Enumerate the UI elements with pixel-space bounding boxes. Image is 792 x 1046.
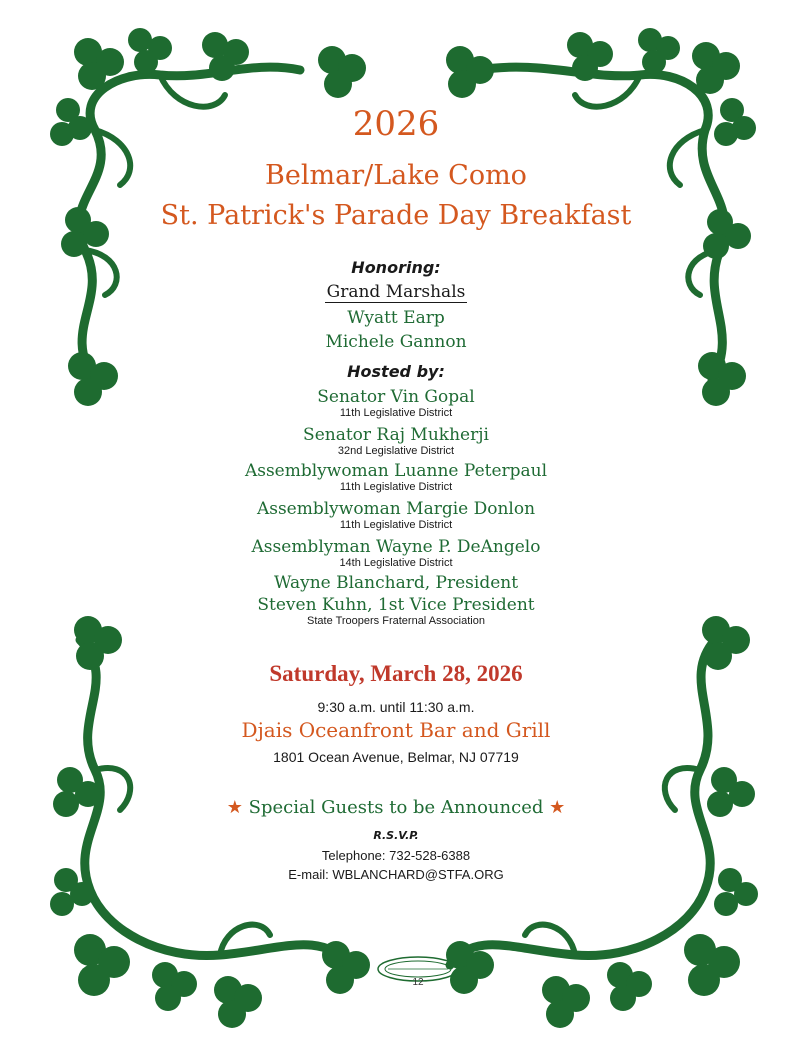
- event-time: 9:30 a.m. until 11:30 a.m.: [317, 699, 475, 715]
- event-venue: Djais Oceanfront Bar and Grill: [241, 718, 551, 742]
- officer-entry: [150, 574, 642, 593]
- shamrock-icon: [638, 28, 680, 74]
- honoree-name: Michele Gannon: [325, 332, 467, 352]
- shamrock-icon: [684, 934, 740, 996]
- flyer-content: [150, 0, 642, 1046]
- officer-name: Wayne Blanchard, President: [273, 573, 519, 593]
- shamrock-icon: [74, 934, 130, 996]
- shamrock-icon: [698, 352, 746, 406]
- grand-marshals-label: Grand Marshals: [326, 282, 466, 302]
- event-date: Saturday, March 28, 2026: [269, 661, 523, 686]
- host-entry: [150, 426, 642, 457]
- host-name: Assemblyman Wayne P. DeAngelo: [251, 537, 541, 557]
- host-entry: [150, 500, 642, 531]
- star-icon: ★: [549, 797, 566, 818]
- rsvp-email[interactable]: E-mail: WBLANCHARD@STFA.ORG: [288, 867, 504, 882]
- host-entry: [150, 462, 642, 493]
- officer-name: Steven Kuhn, 1st Vice President: [257, 595, 535, 615]
- host-district: 14th Legislative District: [339, 557, 453, 569]
- host-district: 11th Legislative District: [339, 407, 453, 419]
- shamrock-icon: [714, 868, 758, 916]
- special-guests-line: ★ Special Guests to be Announced ★: [226, 797, 566, 818]
- shamrock-icon: [714, 98, 756, 146]
- rsvp-telephone: Telephone: 732-528-6388: [321, 848, 471, 863]
- host-district: 11th Legislative District: [339, 481, 453, 493]
- event-title-line1: Belmar/Lake Como: [265, 160, 527, 191]
- page-number: 12: [412, 977, 424, 988]
- shamrock-icon: [692, 42, 740, 94]
- host-name: Senator Vin Gopal: [317, 387, 475, 407]
- event-year: 2026: [352, 104, 440, 144]
- star-icon: ★: [226, 797, 243, 818]
- host-name: Assemblywoman Luanne Peterpaul: [244, 461, 548, 481]
- host-name: Assemblywoman Margie Donlon: [256, 499, 536, 519]
- shamrock-icon: [68, 352, 118, 406]
- rsvp-label: R.S.V.P.: [373, 829, 419, 842]
- host-entry: [150, 388, 642, 419]
- shamrock-icon: [61, 207, 109, 257]
- honoree-name: Wyatt Earp: [347, 308, 445, 328]
- host-name: Senator Raj Mukherji: [303, 425, 489, 445]
- officer-entry: [150, 596, 642, 627]
- honoring-heading: Honoring:: [351, 258, 441, 277]
- host-district: 32nd Legislative District: [337, 445, 455, 457]
- event-title-line2: St. Patrick's Parade Day Breakfast: [160, 200, 632, 231]
- shamrock-icon: [703, 209, 751, 259]
- event-address: 1801 Ocean Avenue, Belmar, NJ 07719: [273, 749, 519, 765]
- organization-name: State Troopers Fraternal Association: [307, 615, 485, 627]
- hosted-by-heading: Hosted by:: [347, 362, 445, 381]
- host-district: 11th Legislative District: [339, 519, 453, 531]
- host-entry: [150, 538, 642, 569]
- shamrock-icon: [707, 767, 755, 817]
- shamrock-icon: [50, 98, 92, 146]
- union-label-seal: [374, 955, 462, 995]
